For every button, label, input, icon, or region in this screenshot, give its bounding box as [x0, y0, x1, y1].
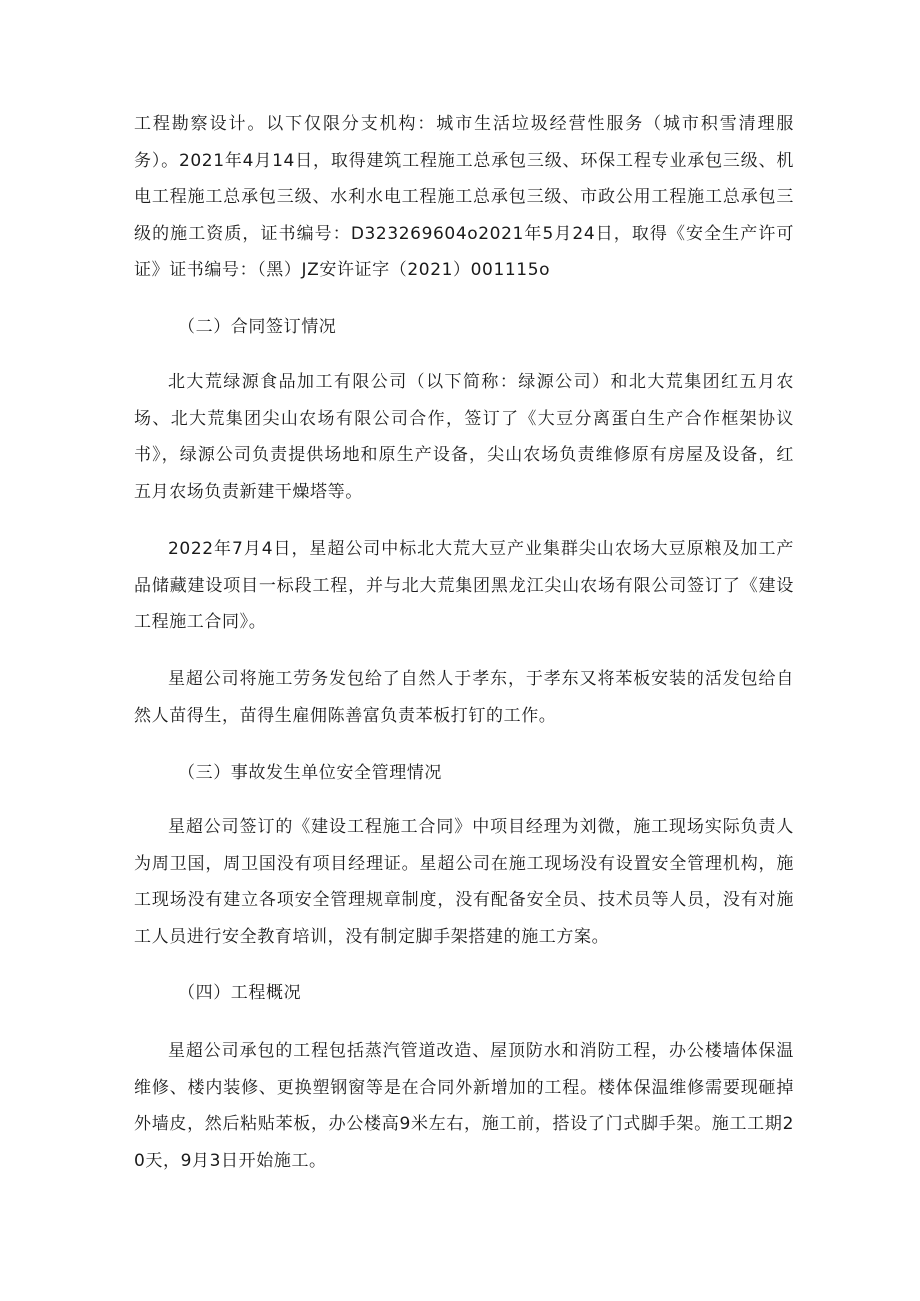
section-heading-safety-management: （三）事故发生单位安全管理情况 [178, 763, 442, 783]
paragraph-subcontracting: 星超公司将施工劳务发包给了自然人于孝东，于孝东又将苯板安装的活发包给自然人苗得生，苗得生雇佣陈善富负责苯板打钉的工作。 [134, 669, 794, 726]
paragraph-qualifications: 工程勘察设计。以下仅限分支机构：城市生活垃圾经营性服务（城市积雪清理服务）。2021年4月14日，取得建筑工程施工总承包三级、环保工程专业承包三级、机电工程施工总承包三级、水利水电工程施工总承包三级、市政公用工程施工总承包三级的施工资质，证书编号：D323269604o2021年5月24日，取得《安全生产许可证》证书编号：（黑）JZ安许证字（2021）001115o [134, 114, 794, 280]
section-heading-project-overview: （四）工程概况 [178, 983, 302, 1003]
paragraph-cooperation-agreement: 北大荒绿源食品加工有限公司（以下简称：绿源公司）和北大荒集团红五月农场、北大荒集团尖山农场有限公司合作，签订了《大豆分离蛋白生产合作框架协议书》，绿源公司负责提供场地和原生产设备，尖山农场负责维修原有房屋及设备，红五月农场负责新建干燥塔等。 [134, 372, 794, 502]
paragraph-project-overview: 星超公司承包的工程包括蒸汽管道改造、屋顶防水和消防工程，办公楼墙体保温维修、楼内装修、更换塑钢窗等是在合同外新增加的工程。楼体保温维修需要现砸掉外墙皮，然后粘贴苯板，办公楼高9米左右，施工前，搭设了门式脚手架。施工工期20天，9月3日开始施工。 [134, 1041, 794, 1171]
section-heading-contract-signing: （二）合同签订情况 [178, 317, 337, 337]
paragraph-bid-contract: 2022年7月4日，星超公司中标北大荒大豆产业集群尖山农场大豆原粮及加工产品储藏建设项目一标段工程，并与北大荒集团黑龙江尖山农场有限公司签订了《建设工程施工合同》。 [134, 539, 794, 632]
paragraph-safety-management: 星超公司签订的《建设工程施工合同》中项目经理为刘微，施工现场实际负责人为周卫国，周卫国没有项目经理证。星超公司在施工现场没有设置安全管理机构，施工现场没有建立各项安全管理规章制度，没有配备安全员、技术员等人员，没有对施工人员进行安全教育培训，没有制定脚手架搭建的施工方案。 [134, 817, 794, 947]
